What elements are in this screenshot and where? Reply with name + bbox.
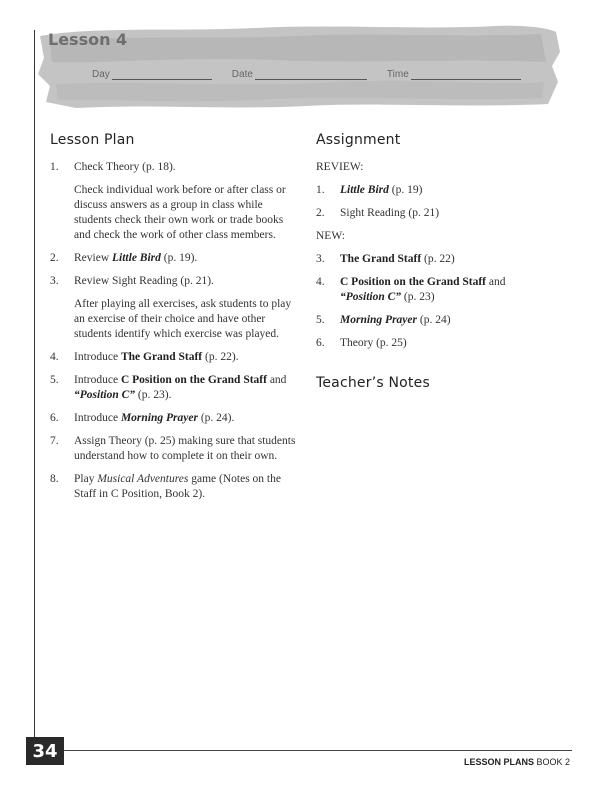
day-label: Day bbox=[92, 69, 110, 80]
day-date-time-fields bbox=[92, 69, 521, 80]
text-run: and bbox=[486, 276, 506, 288]
time-field bbox=[387, 69, 521, 80]
item-paragraph: Check individual work before or after class or discuss answers as a group in class while students check their own work or trade books and check the work of other class members. bbox=[74, 184, 286, 241]
item-number: 3. bbox=[316, 253, 325, 265]
text-run: Play bbox=[74, 473, 98, 485]
footer-book-label bbox=[464, 757, 570, 767]
item-number: 2. bbox=[316, 207, 325, 219]
text-run: (p. 22). bbox=[202, 351, 239, 363]
item-number: 4. bbox=[50, 351, 59, 363]
text-run: (p. 23). bbox=[135, 389, 172, 401]
list-item bbox=[50, 274, 302, 289]
game-title: Musical Adventures bbox=[97, 473, 189, 485]
day-blank-line bbox=[112, 69, 212, 80]
item-text bbox=[340, 313, 566, 328]
item-text bbox=[74, 472, 302, 502]
list-item bbox=[316, 275, 566, 305]
piece-title: Morning Prayer bbox=[120, 412, 198, 424]
item-text bbox=[74, 251, 302, 266]
text-run: (p. 19). bbox=[160, 252, 198, 264]
footer-book-number: BOOK 2 bbox=[536, 757, 570, 767]
left-margin-rule bbox=[34, 30, 35, 742]
list-item bbox=[316, 206, 566, 221]
item-number: 6. bbox=[50, 412, 59, 424]
item-text bbox=[74, 373, 302, 403]
item-number: 1. bbox=[316, 184, 325, 196]
item-text: Theory (p. 25) bbox=[340, 337, 407, 349]
text-run: (p. 19) bbox=[388, 184, 423, 196]
text-run: and bbox=[266, 374, 287, 386]
lesson-title: Lesson 4 bbox=[48, 30, 128, 49]
list-item bbox=[50, 373, 302, 403]
lesson-banner bbox=[36, 22, 561, 110]
list-item bbox=[50, 251, 302, 266]
item-text bbox=[340, 252, 566, 267]
item-text: Check Theory (p. 18). bbox=[74, 161, 176, 173]
topic-title: The Grand Staff bbox=[120, 351, 203, 363]
item-number: 3. bbox=[50, 275, 59, 287]
topic-title: C Position on the Grand Staff bbox=[340, 276, 486, 288]
lesson-plan-heading: Lesson Plan bbox=[50, 132, 135, 148]
teachers-notes-heading: Teacher’s Notes bbox=[316, 375, 430, 391]
item-text: Assign Theory (p. 25) making sure that students understand how to complete it on their own. bbox=[74, 435, 296, 462]
piece-title: Little Bird bbox=[340, 184, 389, 196]
item-text: Review Sight Reading (p. 21). bbox=[74, 275, 214, 287]
time-label: Time bbox=[386, 69, 409, 80]
date-field bbox=[232, 69, 367, 80]
text-run: Introduce bbox=[74, 412, 121, 424]
piece-title: “Position C” bbox=[74, 389, 136, 401]
footer-rule bbox=[62, 750, 572, 751]
item-number: 6. bbox=[316, 337, 325, 349]
item-paragraph: After playing all exercises, ask students to play an exercise of their choice and have other students identify which exercise was played. bbox=[74, 298, 292, 340]
text-run: (p. 23) bbox=[401, 291, 435, 303]
item-text bbox=[74, 411, 302, 426]
day-field bbox=[92, 69, 212, 80]
item-number: 5. bbox=[50, 374, 59, 386]
assignment-section bbox=[316, 132, 566, 403]
footer-series: LESSON PLANS bbox=[463, 757, 534, 767]
item-number: 8. bbox=[50, 473, 59, 485]
list-item bbox=[316, 336, 566, 351]
review-label: REVIEW: bbox=[316, 161, 364, 173]
item-text bbox=[74, 350, 302, 365]
page-number: 34 bbox=[26, 737, 64, 765]
text-run: (p. 22) bbox=[421, 253, 455, 265]
assignment-heading: Assignment bbox=[316, 132, 401, 148]
piece-title: Little Bird bbox=[112, 252, 161, 264]
date-label: Date bbox=[231, 69, 253, 80]
time-blank-line bbox=[411, 69, 521, 80]
item-text bbox=[340, 183, 566, 198]
item-number: 2. bbox=[50, 252, 59, 264]
item-number: 4. bbox=[316, 276, 325, 288]
lesson-plan-section bbox=[50, 132, 302, 510]
item-number: 1. bbox=[50, 161, 59, 173]
list-item bbox=[316, 252, 566, 267]
item-text bbox=[340, 275, 566, 305]
item-number: 5. bbox=[316, 314, 325, 326]
topic-title: C Position on the Grand Staff bbox=[120, 374, 267, 386]
list-item bbox=[316, 313, 566, 328]
text-run: (p. 24). bbox=[197, 412, 235, 424]
new-label: NEW: bbox=[316, 230, 345, 242]
list-item bbox=[50, 411, 302, 426]
item-number: 7. bbox=[50, 435, 59, 447]
piece-title: Morning Prayer bbox=[340, 314, 417, 326]
list-item bbox=[50, 434, 302, 464]
text-run: Review bbox=[74, 252, 113, 264]
list-item bbox=[50, 350, 302, 365]
text-run: Introduce bbox=[74, 351, 121, 363]
text-run: game (Notes on the Staff in C Position, Book 2). bbox=[74, 473, 281, 500]
text-run: (p. 24) bbox=[417, 314, 451, 326]
topic-title: The Grand Staff bbox=[340, 253, 422, 265]
list-item bbox=[50, 160, 302, 175]
piece-title: “Position C” bbox=[340, 291, 402, 303]
list-item bbox=[316, 183, 566, 198]
item-text: Sight Reading (p. 21) bbox=[340, 207, 440, 219]
list-item bbox=[50, 472, 302, 502]
text-run: Introduce bbox=[74, 374, 121, 386]
date-blank-line bbox=[255, 69, 367, 80]
